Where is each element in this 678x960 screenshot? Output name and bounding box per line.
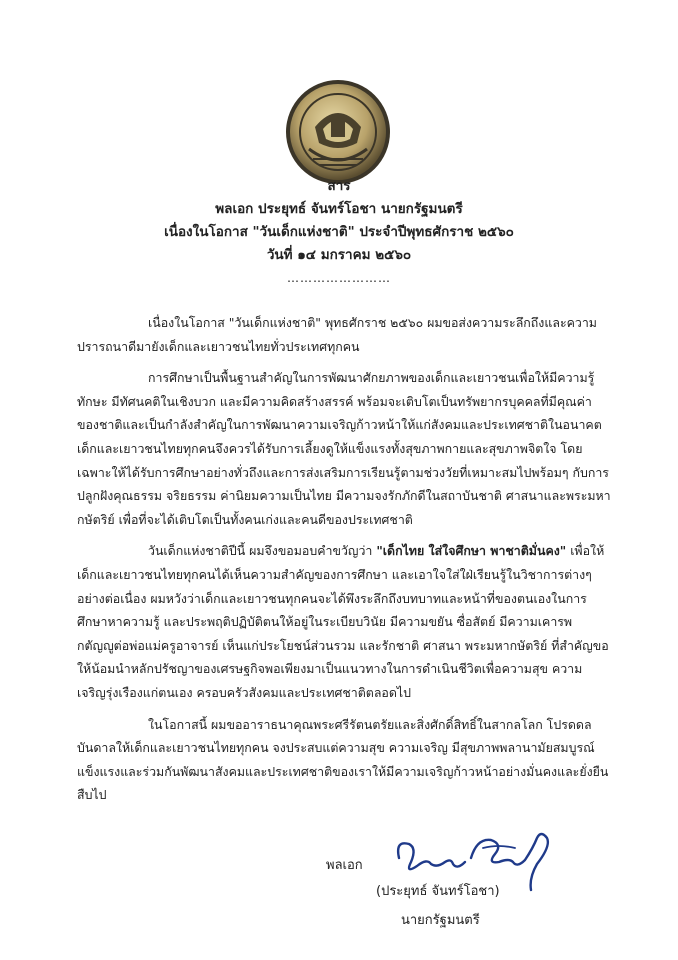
- letter-header: [0, 175, 678, 285]
- paragraph-3-rest: เพื่อให้เด็กและเยาวชนไทยทุกคนได้เห็นความสำคัญของการศึกษา และเอาใจใส่ใฝ่เรียนรู้ในวิชาการต่างๆ อย่างต่อเนื่อง ผมหวังว่าเด็กและเยาวชนทุกคนจะได้พึงระลึกถึงบทบาทและหน้าที่ของตนเองในการศึกษาหาความรู้ และประพฤติปฏิบัติตนให้อยู่ในระเบียบวินัย มีความขยัน ซื่อสัตย์ มีความเคารพ กตัญญูต่อพ่อแม่ครูอาจารย์ เห็นแก่ประโยชน์ส่วนรวม และรักชาติ ศาสนา พระมหากษัตริย์ ที่สำคัญขอให้น้อมนำหลักปรัชญาของเศรษฐกิจพอเพียงมาเป็นแนวทางในการดำเนินชีวิตเพื่อความสุข ความเจริญรุ่งเรืองแก่ตนเอง ครอบครัวสังคมและประเทศชาติตลอดไป: [77, 543, 609, 700]
- letter-body: [77, 311, 611, 815]
- paragraph-4: ในโอกาสนี้ ผมขออาราธนาคุณพระศรีรัตนตรัยและสิ่งศักดิ์สิทธิ์ในสากลโลก โปรดดลบันดาลให้เด็กและเยาวชนไทยทุกคน จงประสบแต่ความสุข ความเจริญ มีสุขภาพพลานามัยสมบูรณ์แข็งแรงและร่วมกันพัฒนาสังคมและประเทศชาติของเราให้มีความเจริญก้าวหน้าอย่างมั่นคงและยั่งยืนสืบไป: [77, 716, 609, 803]
- signatory-title: นายกรัฐมนตรี: [401, 913, 480, 928]
- signature-rank: พลเอก: [326, 858, 363, 873]
- author-line: พลเอก ประยุทธ์ จันทร์โอชา นายกรัฐมนตรี: [215, 201, 463, 217]
- paragraph-2: การศึกษาเป็นพื้นฐานสำคัญในการพัฒนาศักยภาพของเด็กและเยาวชนเพื่อให้มีความรู้ ทักษะ มีทัศนคติในเชิงบวก และมีความคิดสร้างสรรค์ พร้อมจะเติบโตเป็นทรัพยากรบุคคลที่มีคุณค่าของชาติและเป็นกำลังสำคัญในการพัฒนาความเจริญก้าวหน้าให้แก่สังคมและประเทศชาติในอนาคต เด็กและเยาวชนไทยทุกคนจึงควรได้รับการเลี้ยงดูให้แข็งแรงทั้งสุขภาพกายและสุขภาพจิตใจ โดยเฉพาะให้ได้รับการศึกษาอย่างทั่วถึงและการส่งเสริมการเรียนรู้ตามช่วงวัยที่เหมาะสมไปพร้อมๆ กับการปลูกฝังคุณธรรม จริยธรรม ค่านิยมความเป็นไทย มีความจงรักภักดีในสถาบันชาติ ศาสนาและพระมหากษัตริย์ เพื่อที่จะได้เติบโตเป็นทั้งคนเก่งและคนดีของประเทศชาติ: [77, 370, 611, 527]
- signatory-name: (ประยุทธ์ จันทร์โอชา): [376, 884, 500, 899]
- occasion-line: เนื่องในโอกาส "วันเด็กแห่งชาติ" ประจำปีพุทธศักราช ๒๕๖๐: [164, 224, 514, 240]
- paragraph-1: เนื่องในโอกาส "วันเด็กแห่งชาติ" พุทธศักราช ๒๕๖๐ ผมขอส่งความระลึกถึงและความปรารถนาดีมายังเด็กและเยาวชนไทยทั่วประเทศทุกคน: [77, 315, 597, 354]
- paragraph-3-intro: วันเด็กแห่งชาติปีนี้ ผมจึงขอมอบคำขวัญว่า: [148, 543, 377, 559]
- children-day-motto: "เด็กไทย ใส่ใจศึกษา พาชาติมั่นคง": [376, 543, 567, 559]
- date-line: วันที่ ๑๔ มกราคม ๒๕๖๐: [266, 247, 412, 263]
- letter-heading: สาร: [327, 178, 351, 194]
- paragraph-3: [77, 539, 611, 704]
- separator: ……………………: [287, 271, 391, 285]
- government-seal-icon: [285, 79, 391, 185]
